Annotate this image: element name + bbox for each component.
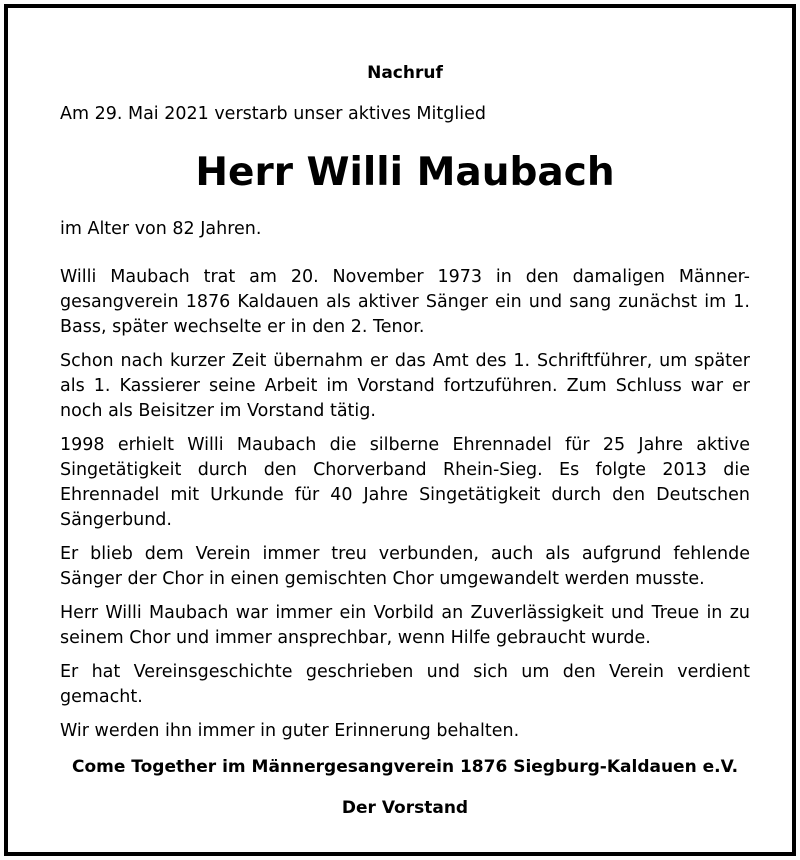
intro-text: Am 29. Mai 2021 verstarb unser aktives Mitglied [60,104,486,124]
notice-heading: Nachruf [367,63,443,83]
signature: Der Vorstand [341,798,469,818]
deceased-name: Herr Willi Maubach [195,150,615,195]
body-paragraph: Er blieb dem Verein immer treu verbunden, auch als aufgrund fehlende Sänger der Chor in einen gemischten Chor umgewandelt werden musste. [60,544,750,589]
notice-body [60,265,750,753]
organization-name: Come Together im Männergesangverein 1876 Siegburg-Kaldauen e.V. [71,757,739,777]
body-paragraph: Wir werden ihn immer in guter Erinnerung behalten. [60,721,520,741]
age-text: im Alter von 82 Jahren. [60,219,262,239]
body-paragraph: Herr Willi Maubach war immer ein Vorbild an Zuverlässigkeit und Treue in zu seinem Chor und immer ansprechbar, wenn Hilfe gebraucht wurde. [60,603,750,648]
body-paragraph: Er hat Vereinsgeschichte geschrieben und sich um den Verein verdient gemacht. [60,662,750,707]
body-paragraph: Willi Maubach trat am 20. November 1973 in den damaligen Männer-gesangverein 1876 Kaldauen als aktiver Sänger ein und sang zunächst im 1. Bass, später wechselte er in den 2. Tenor. [60,267,750,337]
body-paragraph: 1998 erhielt Willi Maubach die silberne Ehrennadel für 25 Jahre aktive Singetätigkeit durch den Chorverband Rhein-Sieg. Es folgte 2013 die Ehrennadel mit Urkunde für 40 Jahre Singetätigkeit durch den Deutschen Sängerbund. [60,435,750,530]
body-paragraph: Schon nach kurzer Zeit übernahm er das Amt des 1. Schriftführer, um später als 1. Kassierer seine Arbeit im Vorstand fortzuführen. Zum Schluss war er noch als Beisitzer im Vorstand tätig. [60,351,750,421]
obituary-notice [4,4,796,856]
